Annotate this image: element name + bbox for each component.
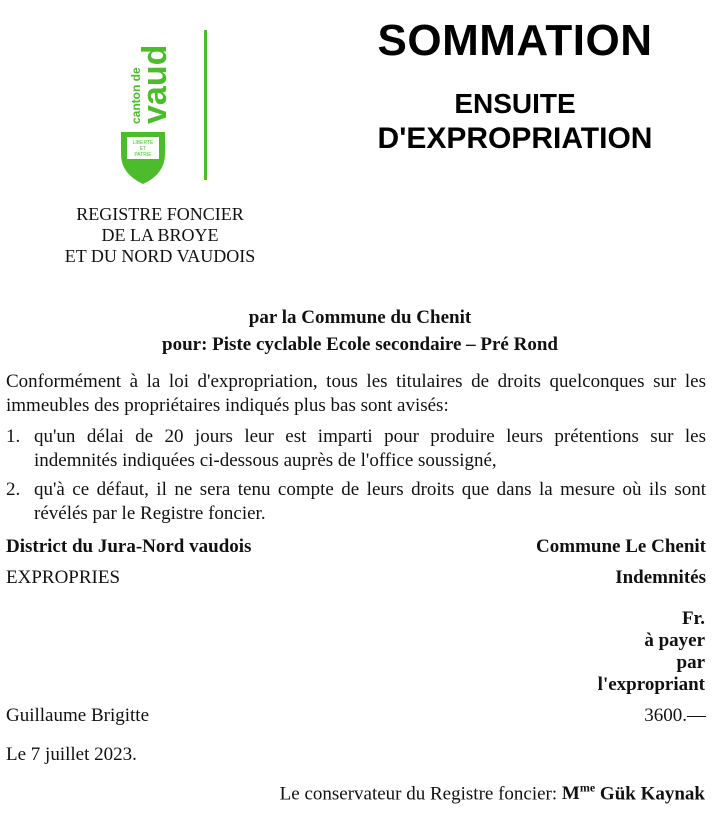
indemnity-amount: 3600.— [644, 705, 706, 726]
intro-paragraph: Conformément à la loi d'expropriation, tous les titulaires de droits quelconques sur les immeubles des propriétaires indiqués plus bas sont avisés: [6, 371, 706, 416]
page-subtitle-2: D'EXPROPRIATION [377, 122, 653, 155]
page-title: SOMMATION [377, 16, 653, 65]
honorific-sup: me [579, 781, 596, 795]
list-item-text: qu'un délai de 20 jours leur est imparti pour produire leurs prétentions sur les indemnités indiquées ci-dessous auprès de l'office soussigné, [34, 426, 706, 471]
list-item-text: qu'à ce défaut, il ne sera tenu compte de leurs droits que dans la mesure où ils sont révélés par le Registre foncier. [34, 479, 706, 524]
logo-word-main: vaud [136, 44, 170, 124]
header-divider [204, 30, 207, 180]
expropriator-line: par la Commune du Chenit [248, 307, 472, 328]
unit-line: l'expropriant [597, 674, 705, 695]
list-item [6, 425, 706, 473]
amount-unit-header [598, 608, 705, 696]
unit-line: par [676, 652, 705, 673]
logo-motto-3: PATRIE [134, 152, 152, 158]
notice-date: Le 7 juillet 2023. [6, 744, 137, 765]
list-item-number: 1. [6, 426, 21, 447]
signatory-label: Le conservateur du Registre foncier: [279, 783, 558, 805]
expropriated-column-header: EXPROPRIES [6, 567, 121, 588]
signatory-name: Gük Kaynak [599, 783, 705, 805]
logo-word-top: canton de [129, 67, 143, 124]
honorific-text: M [561, 783, 580, 805]
list-item [6, 478, 706, 526]
registry-line-3: ET DU NORD VAUDOIS [64, 246, 256, 266]
signature-line [280, 781, 705, 805]
indemnity-column-header: Indemnités [615, 567, 706, 588]
logo-motto-2: ET [139, 146, 147, 152]
owner-name: Guillaume Brigitte [6, 705, 150, 726]
unit-line: Fr. [681, 608, 705, 629]
project-line: pour: Piste cyclable Ecole secondaire – Pré Rond [162, 334, 558, 355]
unit-line: à payer [644, 630, 705, 651]
registry-line-2: DE LA BROYE [101, 225, 219, 245]
signatory-honorific [562, 783, 595, 804]
registry-block [40, 204, 280, 267]
list-item-number: 2. [6, 479, 21, 500]
logo-motto-1: LIBERTÉ [132, 140, 154, 146]
district-label: District du Jura-Nord vaudois [6, 536, 252, 557]
canton-vaud-logo [118, 24, 170, 186]
registry-line-1: REGISTRE FONCIER [76, 204, 244, 224]
commune-label: Commune Le Chenit [536, 536, 706, 557]
canton-vaud-logo-graphic [118, 24, 170, 186]
page-subtitle-1: ENSUITE [454, 88, 576, 119]
